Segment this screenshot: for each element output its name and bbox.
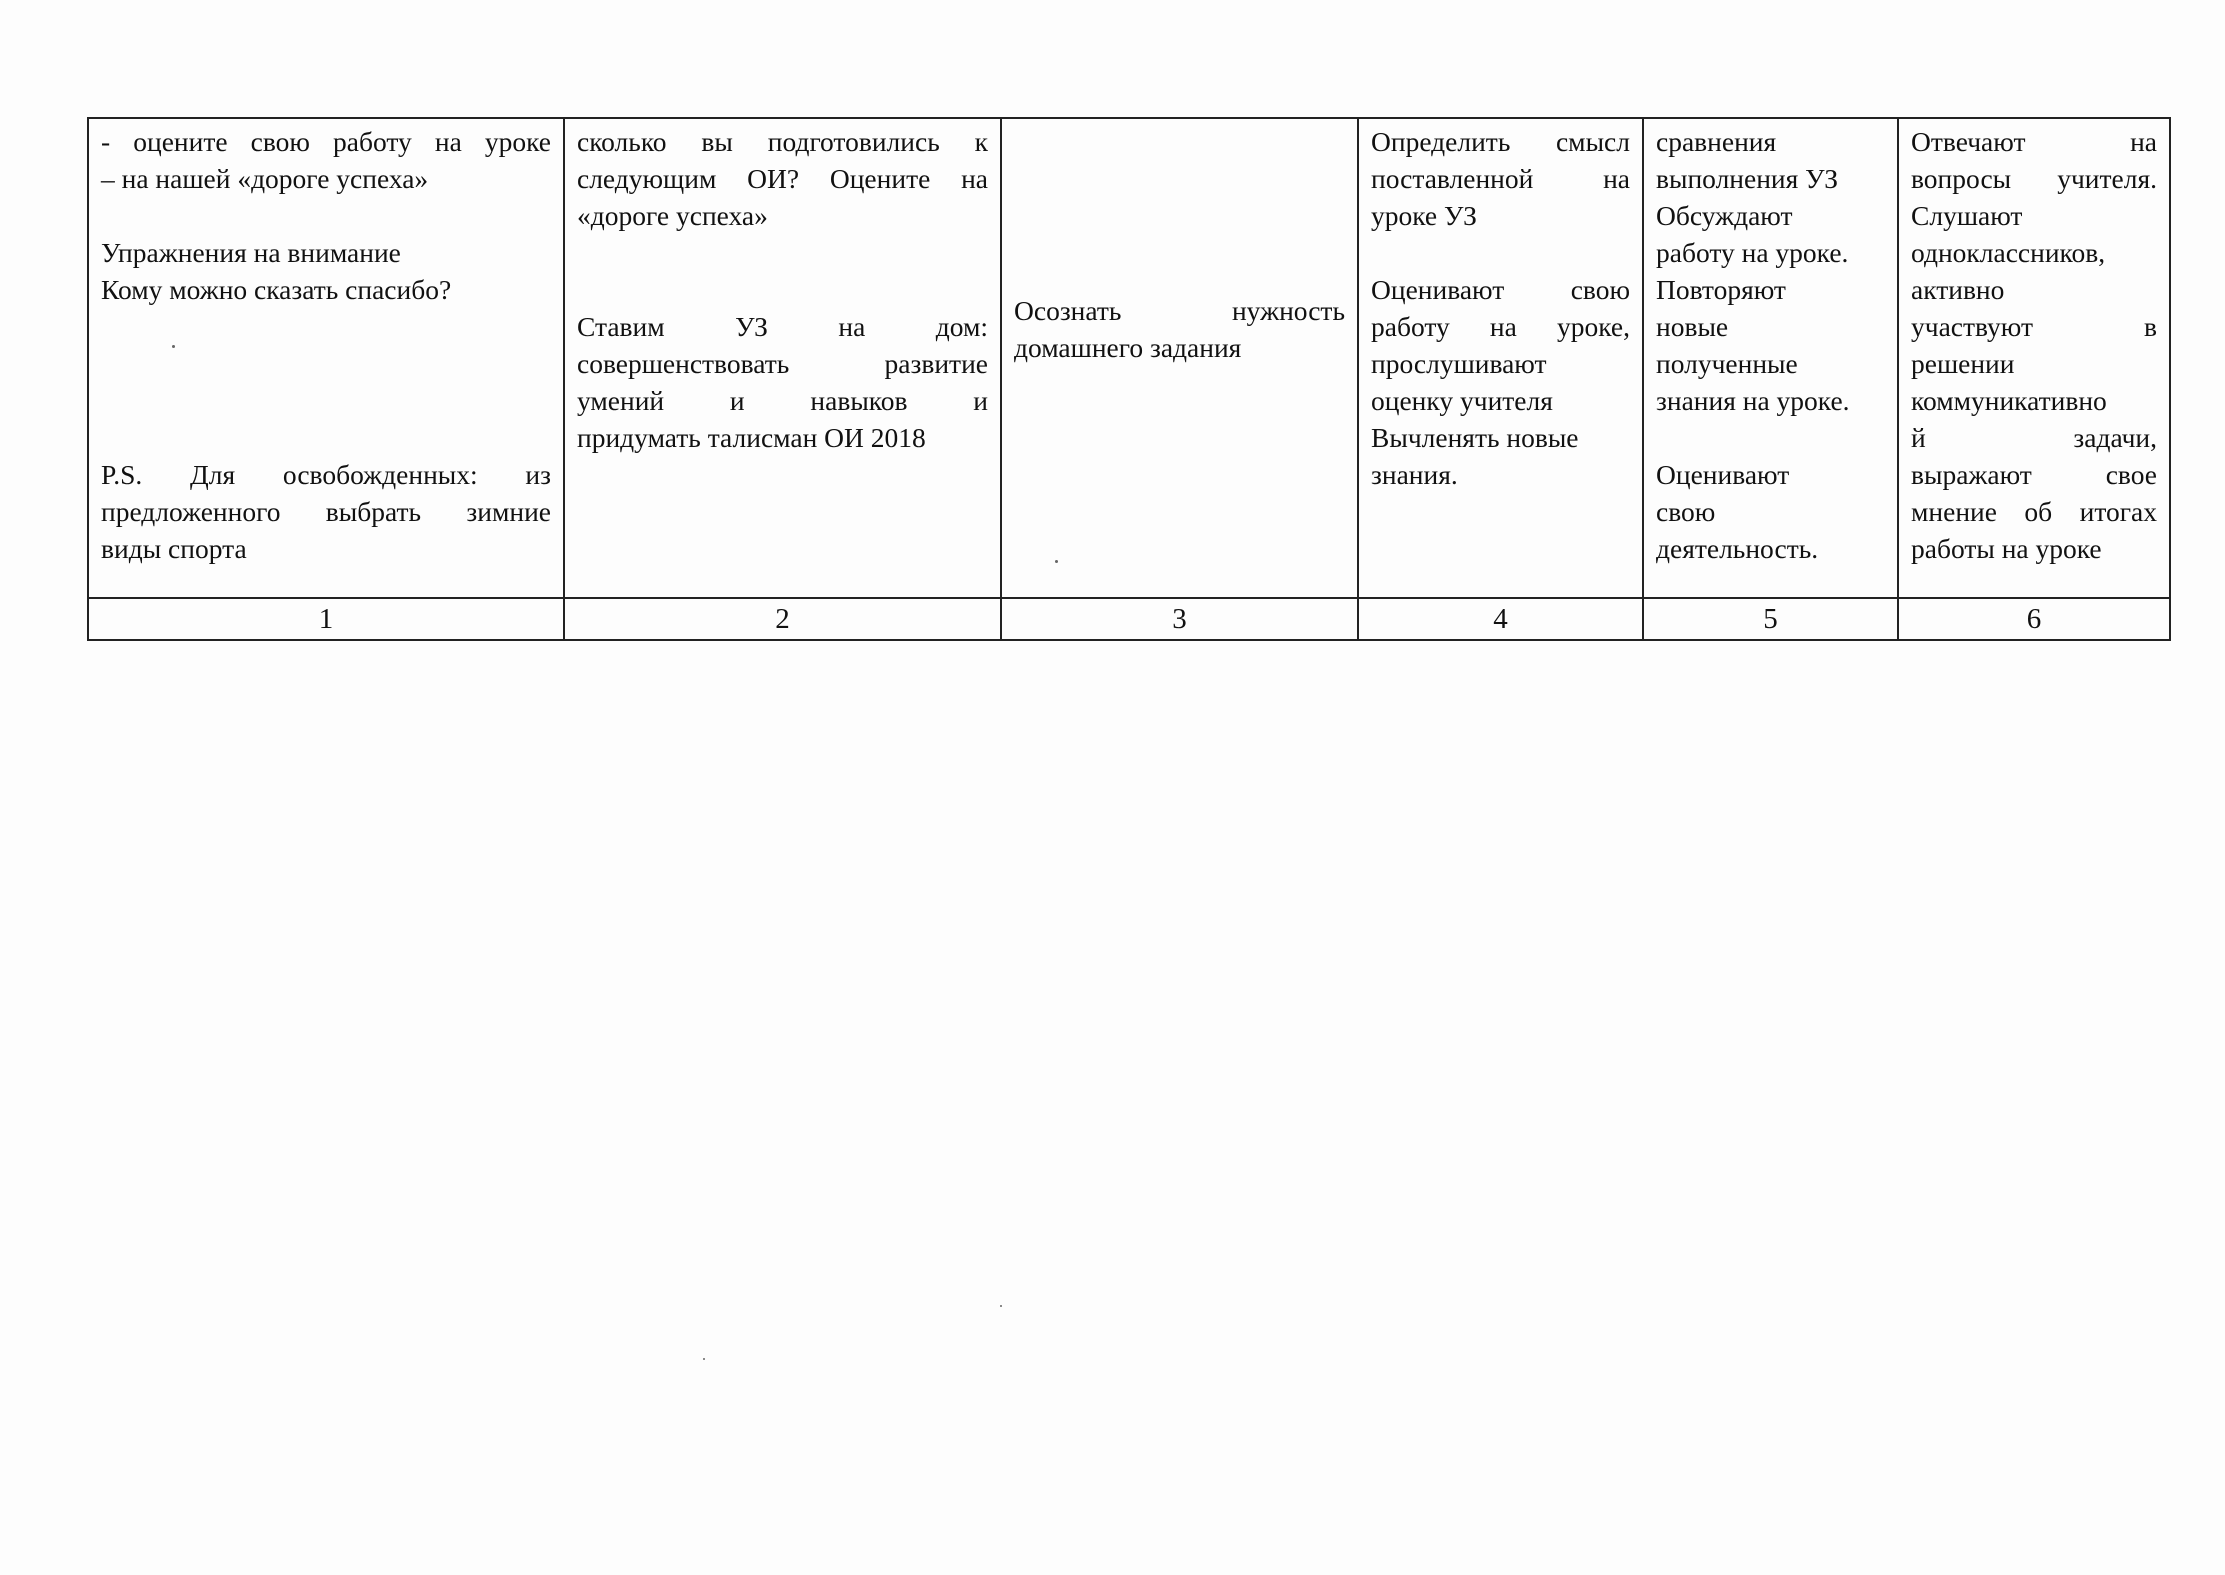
text-line: вопросы учителя. — [1911, 163, 2157, 194]
text-line: полученные — [1656, 348, 1798, 379]
text-line: Ставим УЗ на дом: — [577, 311, 988, 342]
text-line: коммуникативно — [1911, 385, 2107, 416]
text-line: уроке УЗ — [1371, 200, 1477, 231]
text-line: домашнего задания — [1014, 332, 1242, 363]
text-line: Вычленять новые — [1371, 422, 1579, 453]
text-line: Повторяют — [1656, 274, 1786, 305]
column-number: 6 — [1898, 598, 2170, 640]
text-line: следующим ОИ? Оцените на — [577, 163, 988, 194]
cell-col-4 — [1358, 118, 1643, 598]
text-line: предложенного выбрать зимние — [101, 496, 551, 527]
text-line: «дороге успеха» — [577, 200, 768, 231]
column-number: 2 — [564, 598, 1001, 640]
text-line: оценку учителя — [1371, 385, 1553, 416]
text-line: работу на уроке. — [1656, 237, 1849, 268]
text-line: выражают свое — [1911, 459, 2157, 490]
column-number-row — [88, 598, 2170, 640]
text-line: работы на уроке — [1911, 533, 2102, 564]
column-number: 4 — [1358, 598, 1643, 640]
text-line: P.S. Для освобожденных: из — [101, 459, 551, 490]
text-line: совершенствовать развитие — [577, 348, 988, 379]
scan-speck — [1055, 560, 1058, 563]
text-line: й задачи, — [1911, 422, 2157, 453]
text-line: сравнения — [1656, 126, 1777, 157]
text-line: решении — [1911, 348, 2015, 379]
text-line: Определить смысл — [1371, 126, 1630, 157]
text-line: знания. — [1371, 459, 1458, 490]
text-line: знания на уроке. — [1656, 385, 1850, 416]
text-line: новые — [1656, 311, 1729, 342]
text-line: Отвечают на — [1911, 126, 2157, 157]
text-line: прослушивают — [1371, 348, 1547, 379]
text-line: Оценивают — [1656, 459, 1790, 490]
text-line: одноклассников, — [1911, 237, 2106, 268]
text-line: Осознать нужность — [1014, 295, 1345, 326]
cell-col-5 — [1643, 118, 1898, 598]
cell-col-1 — [88, 118, 564, 598]
cell-col-6 — [1898, 118, 2170, 598]
text-line: свою — [1656, 496, 1716, 527]
column-number: 5 — [1643, 598, 1898, 640]
scan-speck — [1000, 1305, 1002, 1307]
text-line: - оцените свою работу на уроке — [101, 126, 551, 157]
text-line: Упражнения на внимание — [101, 237, 401, 268]
scan-speck — [172, 345, 175, 348]
text-line: участвуют в — [1911, 311, 2157, 342]
text-line: умений и навыков и — [577, 385, 988, 416]
cell-col-3 — [1001, 118, 1358, 598]
text-line: поставленной на — [1371, 163, 1630, 194]
lesson-table — [87, 117, 2171, 641]
text-line: мнение об итогах — [1911, 496, 2157, 527]
text-line: Слушают — [1911, 200, 2023, 231]
cell-col-2 — [564, 118, 1001, 598]
table-row — [88, 118, 2170, 598]
text-line: – на нашей «дороге успеха» — [101, 163, 429, 194]
text-line: сколько вы подготовились к — [577, 126, 988, 157]
column-number: 3 — [1001, 598, 1358, 640]
text-line: работу на уроке, — [1371, 311, 1630, 342]
text-line: активно — [1911, 274, 2005, 305]
column-number: 1 — [88, 598, 564, 640]
text-line: придумать талисман ОИ 2018 — [577, 422, 926, 453]
text-line: виды спорта — [101, 533, 247, 564]
scan-speck — [703, 1358, 705, 1360]
text-line: Оценивают свою — [1371, 274, 1630, 305]
text-line: Кому можно сказать спасибо? — [101, 274, 452, 305]
text-line: Обсуждают — [1656, 200, 1793, 231]
text-line: деятельность. — [1656, 533, 1819, 564]
text-line: выполнения УЗ — [1656, 163, 1839, 194]
